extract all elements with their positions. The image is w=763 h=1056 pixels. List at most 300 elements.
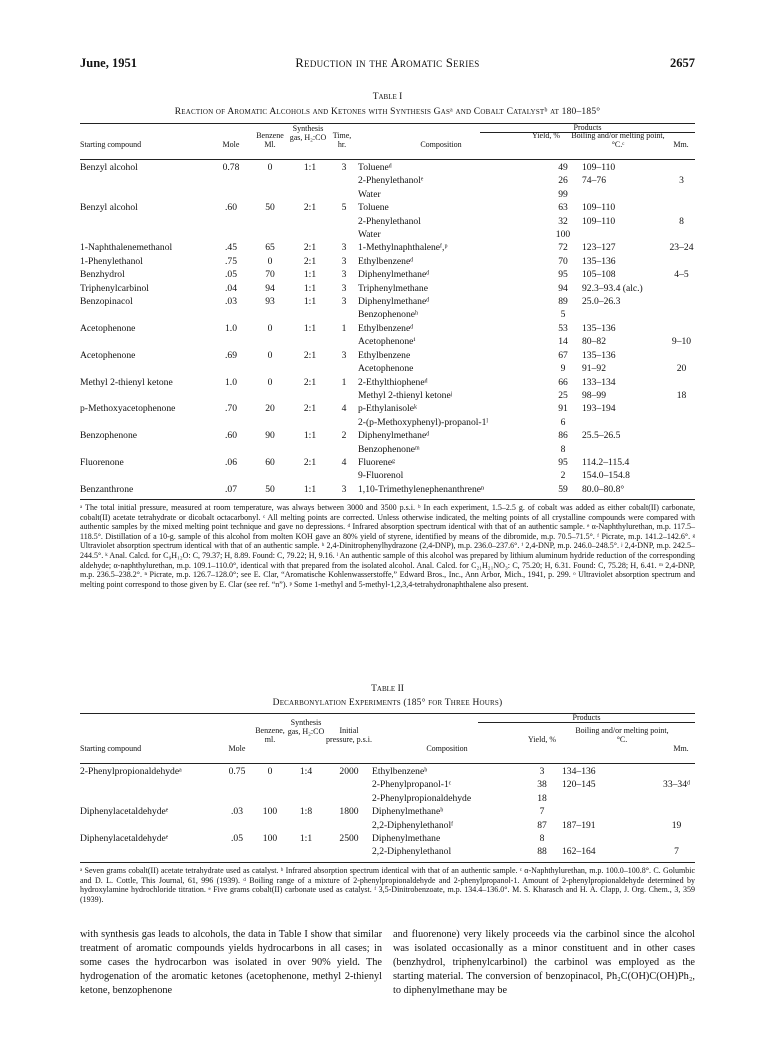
- pressure-mm-cell: 9–10: [671, 336, 692, 348]
- starting-compound-cell: [80, 228, 212, 241]
- mole-cell: .05: [231, 833, 243, 845]
- time-or-pressure-cell: 3: [341, 242, 347, 254]
- pressure-mm-cell: 3: [679, 175, 684, 187]
- table-row: [80, 469, 695, 482]
- benzene-cell: [250, 416, 290, 429]
- product-composition-cell: 2-(p-Methoxyphenyl)-propanol-1ˡ: [358, 416, 489, 428]
- time-or-pressure-cell: [326, 792, 372, 805]
- yield-cell: 25: [558, 389, 568, 401]
- table2-label: Table II: [371, 684, 404, 694]
- benzene-cell: 20: [265, 403, 275, 415]
- mole-cell: .04: [225, 282, 237, 294]
- synthesis-gas-cell: [286, 792, 326, 805]
- starting-compound-cell: Benzopinacol: [80, 296, 133, 308]
- time-or-pressure-cell: 3: [341, 282, 347, 294]
- table2-head-compound: Starting compound: [80, 744, 142, 753]
- yield-cell: 86: [558, 430, 568, 442]
- product-composition-cell: Ethylbenzene: [358, 349, 411, 361]
- yield-cell: 95: [558, 456, 568, 468]
- benzene-cell: 60: [265, 456, 275, 468]
- table2-footnotes: ᵃ Seven grams cobalt(II) acetate tetrahydrate used as catalyst. ᵇ Infrared absorption spectrum identical with that of an authentic sample. ᶜ α-Naphthylurethan, m.p. 100.0–100.8°. C. Golumbic and D. L. Cottle, This Journal, 61, 996 (1939). ᵈ Boiling range of a mixture of 2-phenylpropionaldehyde and 2-phenylpropanol-1. Amount of 2-phenylpropionaldehyde determined by hydroxylamine hydrochloride titration. ᵉ Five grams cobalt(II) carbonate used as catalyst. ᶠ 3,5-Dinitrobenzoate, m.p. 134.4–136.0°. M. S. Kharasch and H. A. Clapp, J. Org. Chem., 3, 359 (1939).: [80, 866, 695, 904]
- table2-head-yield: Yield, %: [528, 735, 556, 744]
- benzene-cell: [250, 228, 290, 241]
- synthesis-gas-cell: [290, 188, 330, 201]
- mole-cell: .60: [225, 202, 237, 214]
- product-composition-cell: Water: [358, 229, 381, 241]
- mole-cell: .69: [225, 349, 237, 361]
- benzene-cell: 65: [265, 242, 275, 254]
- boiling-point-cell: 123–127: [582, 242, 616, 254]
- mole-cell: [212, 228, 250, 241]
- product-composition-cell: Toluene: [358, 202, 389, 214]
- table1-head-bp: Boiling and/or melting point, °C.ᶜ: [571, 131, 665, 149]
- time-or-pressure-cell: [330, 389, 358, 402]
- yield-cell: 8: [539, 833, 545, 845]
- header-date: June, 1951: [80, 56, 137, 70]
- table-row: [80, 389, 695, 402]
- benzene-cell: 50: [265, 483, 275, 495]
- boiling-point-cell: 135–136: [582, 349, 616, 361]
- yield-cell: 53: [558, 322, 568, 334]
- synthesis-gas-cell: 1:1: [303, 296, 317, 308]
- yield-cell: 8: [560, 443, 566, 455]
- pressure-mm-cell: 7: [674, 846, 679, 858]
- yield-cell: 94: [558, 282, 568, 294]
- starting-compound-cell: Benzanthrone: [80, 483, 134, 495]
- yield-cell: 89: [558, 296, 568, 308]
- table2-products-label: Products: [572, 713, 601, 722]
- starting-compound-cell: p-Methoxyacetophenone: [80, 403, 176, 415]
- boiling-point-cell: 105–108: [582, 269, 616, 281]
- yield-cell: 5: [560, 309, 566, 321]
- boiling-point-cell: 25.5–26.5: [582, 430, 621, 442]
- table1-head-rule: [80, 159, 695, 160]
- boiling-point-cell: 133–134: [582, 376, 616, 388]
- pressure-mm-cell: [668, 228, 695, 241]
- mole-cell: .75: [225, 255, 237, 267]
- time-or-pressure-cell: [330, 469, 358, 482]
- yield-cell: 32: [558, 215, 568, 227]
- synthesis-gas-cell: [290, 335, 330, 348]
- starting-compound-cell: [80, 215, 212, 228]
- table2-head-bp: Boiling and/or melting point, °C.: [575, 726, 669, 744]
- mole-cell: [212, 335, 250, 348]
- mole-cell: .03: [225, 296, 237, 308]
- mole-cell: .03: [231, 806, 243, 818]
- table2-head-synthesis-gas: Synthesis gas, H₂:CO: [287, 718, 325, 736]
- boiling-point-cell: 25.0–26.3: [582, 296, 621, 308]
- time-or-pressure-cell: [330, 443, 358, 456]
- benzene-cell: 100: [262, 806, 278, 818]
- benzene-cell: 0: [267, 349, 273, 361]
- pressure-mm-cell: 8: [679, 215, 684, 227]
- pressure-mm-cell: [668, 308, 695, 321]
- starting-compound-cell: Benzophenone: [80, 430, 138, 442]
- starting-compound-cell: 1-Naphthalenemethanol: [80, 242, 173, 254]
- table-row: [80, 792, 695, 805]
- pressure-mm-cell: [658, 792, 695, 805]
- table1-head-mole: Mole: [222, 140, 240, 149]
- synthesis-gas-cell: [286, 819, 326, 832]
- starting-compound-cell: Benzyl alcohol: [80, 162, 138, 173]
- body-right-paragraph: and fluorenone) very likely proceeds via the carbinol since the alcohol was isolated occasionally as a minor constituent and in other cases (benzhydrol, triphenylcarbinol) the carbinol was employed as the starting material. The conversion of benzopinacol, Ph₂C(OH)C(OH)Ph₂, to diphenylmethane may be: [393, 929, 695, 996]
- yield-cell: 26: [558, 175, 568, 187]
- product-composition-cell: Diphenylmethaneᵈ: [358, 269, 430, 281]
- product-composition-cell: Diphenylmethaneᵇ: [372, 806, 444, 818]
- product-composition-cell: p-Ethylanisoleᵏ: [358, 403, 417, 415]
- boiling-point-cell: [562, 832, 658, 845]
- starting-compound-cell: Fluorenone: [80, 456, 124, 468]
- pressure-mm-cell: [668, 349, 695, 362]
- starting-compound-cell: [80, 819, 220, 832]
- synthesis-gas-cell: [290, 416, 330, 429]
- pressure-mm-cell: 18: [676, 389, 687, 401]
- mole-cell: 1.0: [225, 322, 237, 334]
- synthesis-gas-cell: 2:1: [303, 255, 317, 267]
- pressure-mm-cell: [668, 456, 695, 469]
- table-row: [80, 832, 695, 845]
- table-row: [80, 456, 695, 469]
- table-row: [80, 483, 695, 496]
- synthesis-gas-cell: 1:1: [303, 430, 317, 442]
- table-row: [80, 416, 695, 429]
- pressure-mm-cell: 4–5: [674, 269, 689, 281]
- starting-compound-cell: Acetophenone: [80, 322, 136, 334]
- mole-cell: [212, 443, 250, 456]
- synthesis-gas-cell: [290, 215, 330, 228]
- benzene-cell: 90: [265, 430, 275, 442]
- starting-compound-cell: [80, 362, 212, 375]
- starting-compound-cell: 1-Phenylethanol: [80, 255, 143, 267]
- synthesis-gas-cell: [290, 443, 330, 456]
- mole-cell: [220, 845, 254, 858]
- table1-bottom-rule: [80, 499, 695, 500]
- mole-cell: [212, 174, 250, 187]
- mole-cell: [212, 362, 250, 375]
- boiling-point-cell: 134–136: [562, 766, 596, 777]
- pressure-mm-cell: [668, 402, 695, 415]
- time-or-pressure-cell: 2: [341, 430, 347, 442]
- yield-cell: 2: [560, 470, 566, 482]
- time-or-pressure-cell: [326, 778, 372, 791]
- yield-cell: 91: [558, 403, 568, 415]
- starting-compound-cell: Diphenylacetaldehydeᵉ: [80, 806, 169, 818]
- synthesis-gas-cell: 1:1: [303, 269, 317, 281]
- table-row: [80, 201, 695, 214]
- boiling-point-cell: 109–110: [582, 162, 616, 173]
- synthesis-gas-cell: 1:8: [299, 806, 313, 818]
- table-row: [80, 805, 695, 818]
- table2-title: Decarbonylation Experiments (185° for Three Hours): [272, 698, 503, 708]
- product-composition-cell: 2,2-Diphenylethanolᶠ: [372, 819, 454, 831]
- benzene-cell: 0: [267, 255, 273, 267]
- time-or-pressure-cell: [330, 228, 358, 241]
- starting-compound-cell: Methyl 2-thienyl ketone: [80, 376, 173, 388]
- yield-cell: 6: [560, 416, 566, 428]
- benzene-cell: [250, 362, 290, 375]
- boiling-point-cell: 74–76: [582, 175, 606, 187]
- header-page-number: 2657: [670, 56, 695, 70]
- pressure-mm-cell: 19: [671, 819, 682, 831]
- yield-cell: 38: [537, 779, 547, 791]
- mole-cell: 0.75: [228, 766, 246, 777]
- product-composition-cell: 2-Phenylethanol: [358, 215, 421, 227]
- time-or-pressure-cell: 1: [341, 376, 347, 388]
- yield-cell: 66: [558, 376, 568, 388]
- pressure-mm-cell: [668, 483, 695, 496]
- mole-cell: [212, 389, 250, 402]
- time-or-pressure-cell: 3: [341, 349, 347, 361]
- table-row: [80, 362, 695, 375]
- boiling-point-cell: 187–191: [562, 819, 596, 831]
- mole-cell: 1.0: [225, 376, 237, 388]
- benzene-cell: 0: [267, 766, 273, 777]
- time-or-pressure-cell: 2000: [339, 766, 359, 777]
- table2-head-benzene: Benzene, ml.: [255, 726, 285, 744]
- table-row: [80, 268, 695, 281]
- yield-cell: 14: [558, 336, 568, 348]
- table1-head-benzene: Benzene Ml.: [256, 131, 284, 149]
- yield-cell: 9: [560, 363, 566, 375]
- boiling-point-cell: [562, 805, 658, 818]
- starting-compound-cell: 2-Phenylpropionaldehydeᵃ: [80, 766, 182, 777]
- starting-compound-cell: Diphenylacetaldehydeᵉ: [80, 833, 169, 845]
- starting-compound-cell: [80, 443, 212, 456]
- table2-head-pressure: Initial pressure, p.s.i.: [326, 726, 372, 744]
- time-or-pressure-cell: [330, 335, 358, 348]
- table1-head-mm: Mm.: [673, 140, 689, 149]
- pressure-mm-cell: [668, 282, 695, 295]
- table-row: [80, 765, 695, 778]
- table-row: [80, 335, 695, 348]
- synthesis-gas-cell: 1:4: [299, 766, 313, 777]
- table-row: [80, 188, 695, 201]
- synthesis-gas-cell: 1:1: [303, 322, 317, 334]
- synthesis-gas-cell: 1:1: [303, 483, 317, 495]
- yield-cell: 100: [555, 229, 571, 241]
- boiling-point-cell: [582, 443, 668, 456]
- boiling-point-cell: 109–110: [582, 215, 616, 227]
- benzene-cell: [250, 443, 290, 456]
- table-row: [80, 819, 695, 832]
- time-or-pressure-cell: 3: [341, 483, 347, 495]
- time-or-pressure-cell: [326, 845, 372, 858]
- table-row: [80, 308, 695, 321]
- pressure-mm-cell: [668, 295, 695, 308]
- synthesis-gas-cell: [290, 308, 330, 321]
- product-composition-cell: Ethylbenzeneᵈ: [358, 322, 414, 334]
- time-or-pressure-cell: 3: [341, 296, 347, 308]
- mole-cell: [212, 215, 250, 228]
- benzene-cell: 70: [265, 269, 275, 281]
- boiling-point-cell: 193–194: [582, 403, 616, 415]
- product-composition-cell: Triphenylmethane: [358, 282, 428, 294]
- table-row: [80, 845, 695, 858]
- benzene-cell: 100: [262, 833, 278, 845]
- synthesis-gas-cell: 2:1: [303, 376, 317, 388]
- product-composition-cell: 2-Ethylthiopheneᵈ: [358, 376, 428, 388]
- product-composition-cell: Fluoreneᵍ: [358, 456, 395, 468]
- table-row: [80, 443, 695, 456]
- time-or-pressure-cell: [330, 308, 358, 321]
- table1-products-label: Products: [573, 123, 602, 132]
- starting-compound-cell: [80, 469, 212, 482]
- product-composition-cell: Acetophenoneⁱ: [358, 336, 416, 348]
- pressure-mm-cell: [658, 765, 695, 778]
- time-or-pressure-cell: [326, 819, 372, 832]
- synthesis-gas-cell: [290, 389, 330, 402]
- benzene-cell: [250, 469, 290, 482]
- yield-cell: 95: [558, 269, 568, 281]
- synthesis-gas-cell: [290, 174, 330, 187]
- table-row: [80, 376, 695, 389]
- body-left-paragraph: with synthesis gas leads to alcohols, the data in Table I show that similar treatment of aromatic compounds yields hydrocarbons in all cases; in some cases the hydrocarbon was isolated in over 90% yield. The hydrogenation of the aromatic ketones (acetophenone, methyl 2-thienyl ketone, benzophenone: [80, 929, 382, 996]
- product-composition-cell: Tolueneᵈ: [358, 162, 392, 173]
- mole-cell: [220, 778, 254, 791]
- pressure-mm-cell: [668, 429, 695, 442]
- yield-cell: 3: [539, 766, 545, 777]
- synthesis-gas-cell: 1:1: [299, 833, 313, 845]
- starting-compound-cell: [80, 389, 212, 402]
- benzene-cell: [254, 792, 286, 805]
- pressure-mm-cell: [668, 469, 695, 482]
- boiling-point-cell: 135–136: [582, 322, 616, 334]
- starting-compound-cell: [80, 792, 220, 805]
- pressure-mm-cell: [658, 805, 695, 818]
- table-row: [80, 778, 695, 791]
- boiling-point-cell: [582, 308, 668, 321]
- product-composition-cell: Ethylbenzeneᵈ: [358, 255, 414, 267]
- product-composition-cell: Diphenylmethaneᵈ: [358, 430, 430, 442]
- table2-head-mm: Mm.: [673, 744, 689, 753]
- table1-head-composition: Composition: [420, 140, 462, 149]
- time-or-pressure-cell: 4: [341, 403, 347, 415]
- table2-products-header: [478, 714, 695, 723]
- boiling-point-cell: 114.2–115.4: [582, 456, 630, 468]
- synthesis-gas-cell: 2:1: [303, 403, 317, 415]
- yield-cell: 63: [558, 202, 568, 214]
- yield-cell: 18: [537, 792, 547, 804]
- table-row: [80, 161, 695, 174]
- benzene-cell: [250, 335, 290, 348]
- mole-cell: [212, 469, 250, 482]
- boiling-point-cell: [582, 228, 668, 241]
- yield-cell: 87: [537, 819, 547, 831]
- time-or-pressure-cell: [330, 188, 358, 201]
- product-composition-cell: 2-Phenylpropionaldehyde: [372, 792, 472, 804]
- boiling-point-cell: 92.3–93.4 (alc.): [582, 282, 643, 294]
- table-row: [80, 429, 695, 442]
- mole-cell: [220, 792, 254, 805]
- boiling-point-cell: 135–136: [582, 255, 616, 267]
- product-composition-cell: Acetophenone: [358, 363, 414, 375]
- table-row: [80, 228, 695, 241]
- benzene-cell: 93: [265, 296, 275, 308]
- yield-cell: 70: [558, 255, 568, 267]
- synthesis-gas-cell: [290, 228, 330, 241]
- yield-cell: 7: [539, 806, 545, 818]
- table-row: [80, 174, 695, 187]
- benzene-cell: 0: [267, 322, 273, 334]
- pressure-mm-cell: [668, 376, 695, 389]
- table2-head-mole: Mole: [228, 744, 246, 753]
- benzene-cell: [254, 778, 286, 791]
- pressure-mm-cell: 20: [676, 363, 687, 375]
- benzene-cell: [250, 188, 290, 201]
- product-composition-cell: Methyl 2-thienyl ketoneʲ: [358, 389, 453, 401]
- table2-head-rule: [80, 763, 695, 764]
- synthesis-gas-cell: 1:1: [303, 162, 317, 173]
- table1-footnotes: ᵃ The total initial pressure, measured at room temperature, was always between 3000 and 3500 p.s.i. ᵇ In each experiment, 1.5–2.5 g. of cobalt was added as either cobalt(II) carbonate, cobalt(II) acetate tetrahydrate or dicobalt octacarbonyl. ᶜ All melting points are corrected. Unless otherwise indicated, the melting points of all crystalline compounds were compared with authentic samples by the mixed melting point technique and gave no depressions. ᵈ Infrared absorption spectrum identical with that of an authentic sample. ᵉ α-Naphthylurethan, m.p. 117.5–118.5°. Distillation of a 10-g. sample of this alcohol from molten KOH gave an 80% yield of styrene, identified by means of the dibromide, m.p. 70.5–71.5°. ᶠ Picrate, m.p. 141.2–142.6°. ᵍ Ultraviolet absorption spectrum identical with that of an authentic sample. ʰ 2,4-Dinitrophenylhydrazone (2,4-DNP), m.p. 236.0–237.6°. ⁱ 2,4-DNP, m.p. 246.0–248.5°. ʲ 2,4-DNP, m.p. 242.5–244.5°. ᵏ Anal. Calcd. for C₉H₁₂O: C, 79.37; H, 8.89. Found: C, 79.22; H, 9.16. ˡ An authentic sample of this alcohol was prepared by lithium aluminum hydride reduction of the corresponding aldehyde; α-naphthylurethan, m.p. 109.1–110.0°, identical with that prepared from the isolated alcohol. Anal. Calcd. for C₂₁H₂₁NO₃: C, 75.20; H, 6.31. Found: C, 75.28; H, 6.41. ᵐ 2,4-DNP, m.p. 236.5–238.2°. ⁿ Picrate, m.p. 126.7–128.0°; see E. Clar, “Aromatische Kohlenwasserstoffe,” Edward Bros., Inc., Ann Arbor, Mich., 1941, p. 299. ᵒ Ultraviolet absorption spectrum and melting point correspond to those given by E. Clar (see ref. “n”). ᵖ Some 1-methyl and 5-methyl-1,2,3,4-tetrahydronaphthalene also present.: [80, 503, 695, 589]
- starting-compound-cell: [80, 335, 212, 348]
- body-right-column: [393, 928, 695, 998]
- yield-cell: 67: [558, 349, 568, 361]
- product-composition-cell: 2-Phenylethanolᵉ: [358, 175, 424, 187]
- table-row: [80, 349, 695, 362]
- pressure-mm-cell: 33–34ᵈ: [663, 779, 690, 791]
- yield-cell: 72: [558, 242, 568, 254]
- pressure-mm-cell: [668, 416, 695, 429]
- benzene-cell: 50: [265, 202, 275, 214]
- product-composition-cell: Diphenylmethane: [372, 833, 441, 845]
- boiling-point-cell: 120–145: [562, 779, 596, 791]
- product-composition-cell: Diphenylmethaneᵈ: [358, 296, 430, 308]
- boiling-point-cell: [582, 416, 668, 429]
- mole-cell: .60: [225, 430, 237, 442]
- running-header: [80, 56, 695, 74]
- pressure-mm-cell: [668, 255, 695, 268]
- boiling-point-cell: 98–99: [582, 389, 606, 401]
- benzene-cell: 0: [267, 376, 273, 388]
- table1-head-synthesis-gas: Synthesis gas, H₂:CO: [289, 124, 327, 142]
- starting-compound-cell: Benzyl alcohol: [80, 202, 138, 214]
- header-title: Reduction in the Aromatic Series: [295, 56, 480, 70]
- time-or-pressure-cell: [330, 416, 358, 429]
- mole-cell: .05: [225, 269, 237, 281]
- boiling-point-cell: 109–110: [582, 202, 616, 214]
- synthesis-gas-cell: [290, 362, 330, 375]
- mole-cell: .07: [225, 483, 237, 495]
- pressure-mm-cell: [668, 322, 695, 335]
- synthesis-gas-cell: [286, 778, 326, 791]
- table1-head-compound: Starting compound: [80, 140, 142, 149]
- starting-compound-cell: Triphenylcarbinol: [80, 282, 149, 294]
- time-or-pressure-cell: 3: [341, 255, 347, 267]
- mole-cell: .70: [225, 403, 237, 415]
- time-or-pressure-cell: [330, 215, 358, 228]
- product-composition-cell: 1-Methylnaphthaleneᶠ,ᵖ: [358, 242, 448, 254]
- table1-head-yield: Yield, %: [532, 131, 560, 140]
- product-composition-cell: 2-Phenylpropanol-1ᶜ: [372, 779, 452, 791]
- table1-head-time: Time, hr.: [332, 131, 352, 149]
- product-composition-cell: 2,2-Diphenylethanol: [372, 846, 452, 858]
- time-or-pressure-cell: 1800: [339, 806, 359, 818]
- synthesis-gas-cell: 2:1: [303, 202, 317, 214]
- table-row: [80, 282, 695, 295]
- synthesis-gas-cell: 2:1: [303, 242, 317, 254]
- benzene-cell: 94: [265, 282, 275, 294]
- yield-cell: 99: [558, 188, 568, 200]
- table1-title: Reaction of Aromatic Alcohols and Ketones with Synthesis Gasᵃ and Cobalt Catalystᵇ at 180–185°: [174, 107, 601, 117]
- table-row: [80, 295, 695, 308]
- synthesis-gas-cell: [286, 845, 326, 858]
- starting-compound-cell: [80, 845, 220, 858]
- starting-compound-cell: [80, 416, 212, 429]
- starting-compound-cell: Acetophenone: [80, 349, 136, 361]
- mole-cell: .45: [225, 242, 237, 254]
- mole-cell: [212, 188, 250, 201]
- boiling-point-cell: 80–82: [582, 336, 606, 348]
